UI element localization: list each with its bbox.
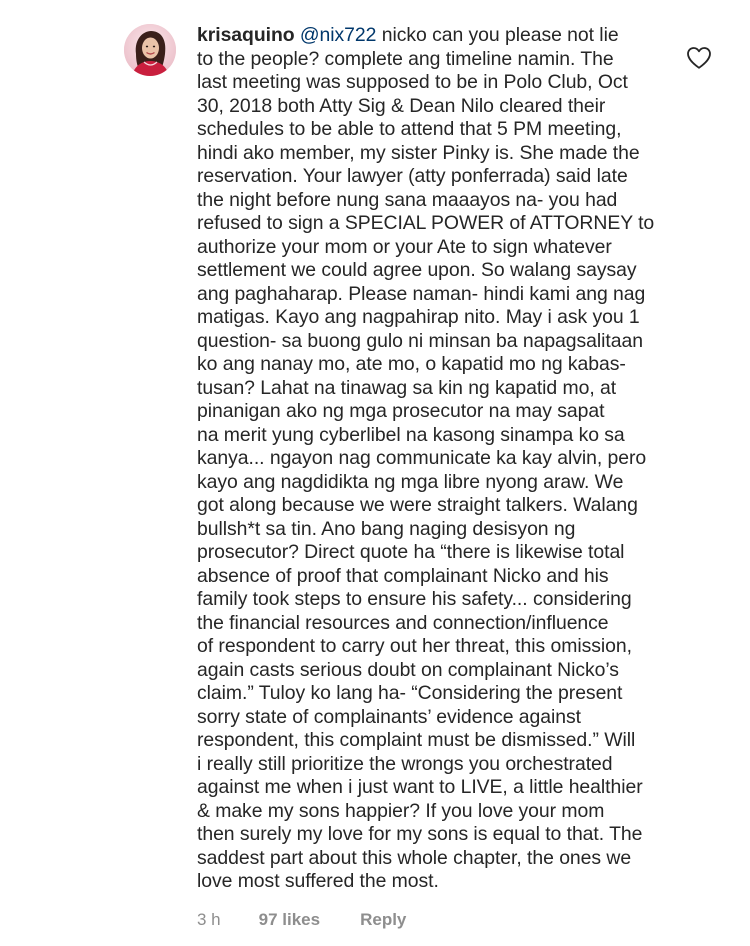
- comment-line: settlement we could agree upon. So walang saysay: [197, 259, 637, 281]
- comment-line-0: nicko can you please not lie: [376, 24, 619, 46]
- like-button[interactable]: [686, 46, 712, 70]
- comment-line: family took steps to ensure his safety... considering: [197, 588, 632, 610]
- comment-line: ang paghaharap. Please naman- hindi kami ang nag: [197, 282, 646, 305]
- comment-line: kayo ang nagdidikta ng mga libre nyong araw. We: [197, 470, 624, 493]
- comment-line: ko ang nanay mo, ate mo, o kapatid mo ng kabas-: [197, 353, 626, 375]
- comment-line: respondent, this complaint must be dismissed.” Will: [197, 729, 636, 751]
- comment-line: the night before nung sana maaayos na- you had: [197, 188, 618, 211]
- comment-line: authorize your mom or your Ate to sign whatever: [197, 235, 612, 258]
- comment-line: schedules to be able to attend that 5 PM meeting,: [197, 118, 622, 140]
- reply-button[interactable]: Reply: [360, 910, 407, 929]
- comment-line: hindi ako member, my sister Pinky is. She made the: [197, 141, 640, 164]
- comment-line: i really still prioritize the wrongs you orchestrated: [197, 752, 613, 775]
- comment-line: & make my sons happier? If you love your mom: [197, 799, 605, 822]
- comment-line: reservation. Your lawyer (atty ponferrada) said late: [197, 165, 628, 187]
- avatar[interactable]: [124, 24, 176, 76]
- comment-line: matigas. Kayo ang nagpahirap nito. May i ask you 1: [197, 306, 640, 328]
- comment-line: na merit yung cyberlibel na kasong sinampa ko sa: [197, 423, 625, 446]
- comment-line: then surely my love for my sons is equal to that. The: [197, 823, 643, 845]
- comment-line: again casts serious doubt on complainant Nicko’s: [197, 658, 619, 681]
- comment-line: tusan? Lahat na tinawag sa kin ng kapatid mo, at: [197, 376, 617, 399]
- comment-line: absence of proof that complainant Nicko and his: [197, 564, 609, 587]
- comment-line: to the people? complete ang timeline namin. The: [197, 47, 614, 70]
- comment-mention[interactable]: @nix722: [299, 24, 377, 46]
- comment-username[interactable]: krisaquino: [197, 24, 295, 46]
- comment-line: refused to sign a SPECIAL POWER of ATTORNEY to: [197, 212, 655, 234]
- comment-timestamp[interactable]: 3 h: [197, 910, 221, 929]
- comment-line: prosecutor? Direct quote ha “there is likewise total: [197, 541, 625, 563]
- comment-text: [197, 24, 675, 894]
- comment-meta: [197, 908, 406, 932]
- comment-line: against me when i just want to LIVE, a little healthier: [197, 776, 643, 798]
- comment-line: got along because we were straight talkers. Walang: [197, 494, 638, 516]
- comment-line: bullsh*t sa tin. Ano bang naging desisyon ng: [197, 517, 576, 540]
- comment-line: kanya... ngayon nag communicate ka kay alvin, pero: [197, 447, 647, 469]
- comment-likes-count[interactable]: 97 likes: [258, 910, 321, 929]
- comment-line: of respondent to carry out her threat, this omission,: [197, 635, 632, 657]
- comment-line: pinanigan ako ng mga prosecutor na may sapat: [197, 400, 605, 422]
- comment-line: sorry state of complainants’ evidence against: [197, 705, 581, 728]
- profile-photo-image: [124, 24, 176, 76]
- comment-line: claim.” Tuloy ko lang ha- “Considering the present: [197, 682, 623, 704]
- comment-line: love most suffered the most.: [197, 870, 439, 892]
- comment-line: last meeting was supposed to be in Polo Club, Oct: [197, 71, 628, 93]
- heart-outline-icon: [686, 46, 712, 70]
- comment-line: question- sa buong gulo ni minsan ba napagsalitaan: [197, 329, 643, 352]
- comment-first-line: [197, 24, 675, 48]
- comment-line: 30, 2018 both Atty Sig & Dean Nilo cleared their: [197, 94, 606, 117]
- comment-line: the financial resources and connection/influence: [197, 611, 609, 634]
- comment-line: saddest part about this whole chapter, the ones we: [197, 846, 632, 869]
